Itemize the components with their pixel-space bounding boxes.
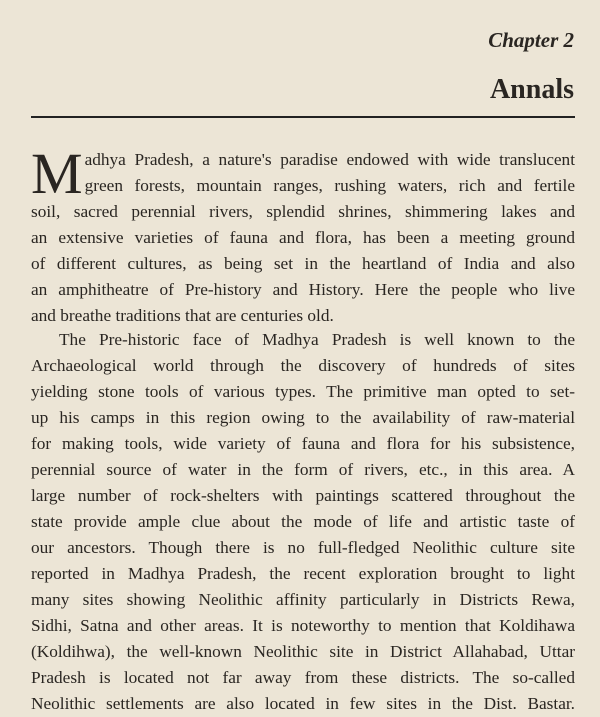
text-line: Archaeological world through the discovery of hundreds of sites xyxy=(31,356,575,375)
paragraph-1 xyxy=(31,141,575,329)
text-line: Neolithic settlements are also located in few sites in the Dist. Bastar. xyxy=(31,694,575,713)
text-line: The Pre-historic face of Madhya Pradesh is well known to the xyxy=(59,330,575,349)
text-line: many sites showing Neolithic affinity particularly in Districts Rewa, xyxy=(31,590,575,609)
text-line: perennial source of water in the form of rivers, etc., in this area. A xyxy=(31,460,575,479)
chapter-number: Chapter 2 xyxy=(488,28,574,52)
text-line: for making tools, wide variety of fauna and flora for his subsistence, xyxy=(31,434,575,453)
text-line: Sidhi, Satna and other areas. It is noteworthy to mention that Koldihawa xyxy=(31,616,575,635)
text-line: adhya Pradesh, a nature's paradise endowed with wide translucent xyxy=(84,150,575,169)
text-line: green forests, mountain ranges, rushing waters, rich and fertile xyxy=(84,176,575,195)
text-line: up his camps in this region owing to the availability of raw-material xyxy=(31,408,575,427)
drop-cap: M xyxy=(31,141,83,206)
text-line: state provide ample clue about the mode of life and artistic taste of xyxy=(31,512,575,531)
text-line: yielding stone tools of various types. The primitive man opted to set- xyxy=(31,382,575,401)
text-line: an amphitheatre of Pre-history and History. Here the people who live xyxy=(31,280,575,299)
chapter-title: Annals xyxy=(489,74,574,105)
text-line: Pradesh is located not far away from these districts. The so-called xyxy=(31,668,575,687)
text-line: soil, sacred perennial rivers, splendid shrines, shimmering lakes and xyxy=(31,202,575,221)
title-rule xyxy=(31,116,575,118)
text-line: (Koldihwa), the well-known Neolithic site in District Allahabad, Uttar xyxy=(31,642,575,661)
text-line: our ancestors. Though there is no full-fledged Neolithic culture site xyxy=(31,538,575,557)
paragraph-2 xyxy=(31,327,575,717)
text-line: reported in Madhya Pradesh, the recent exploration brought to light xyxy=(31,564,575,583)
text-line: of different cultures, as being set in the heartland of India and also xyxy=(31,254,575,273)
text-line: large number of rock-shelters with paintings scattered throughout the xyxy=(31,486,575,505)
text-line: and breathe traditions that are centuries old. xyxy=(31,306,334,325)
text-line: an extensive varieties of fauna and flora, has been a meeting ground xyxy=(31,228,575,247)
